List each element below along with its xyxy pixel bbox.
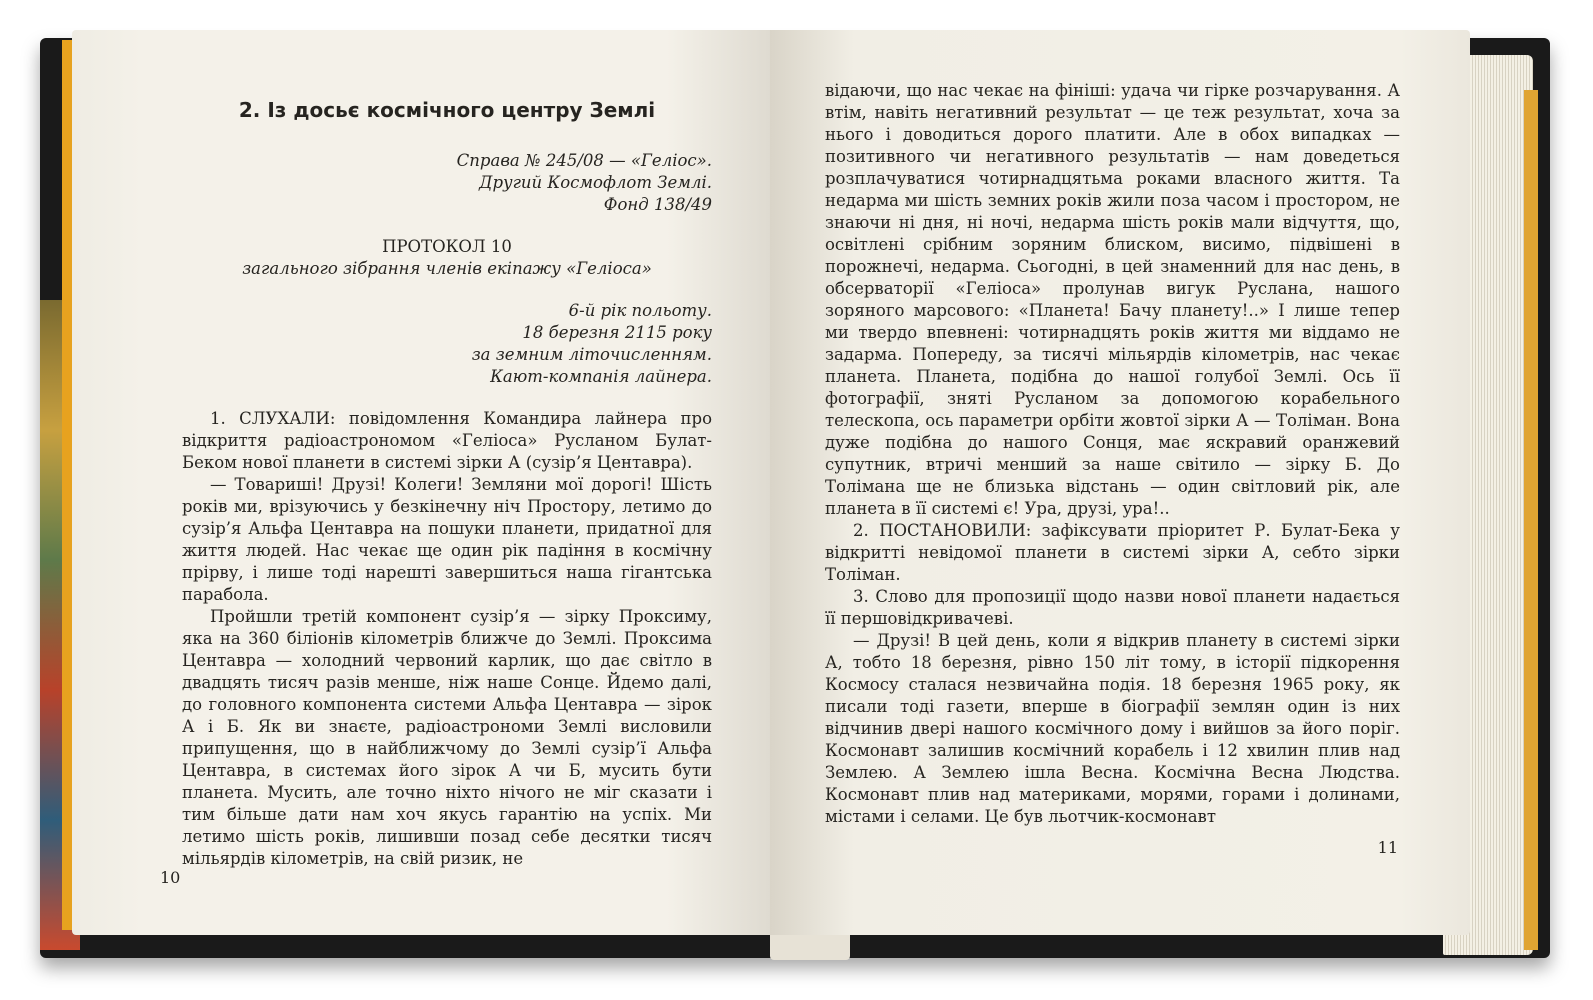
left-page-edge <box>62 40 72 930</box>
body-paragraph: Пройшли третій компонент сузір’я — зірку Проксиму, яка на 360 біліонів кілометрів ближче до Землі. Проксима Центавра — холодний червоний карлик, що дає світло в двадцять тисяч разів менше, ніж наше Сонце. Йдемо далі, до головного компонента системи Альфа Центавра — зірок А і Б. Як ви знаєте, радіоастрономи Землі висловили припущення, що в найближчому до Землі сузір’ї Альфа Центавра, в системах його зірок А чи Б, мусить бути планета. Мусить, але точно ніхто нічого не міг сказати і тим більше дати нам хоч якусь гарантію на успіх. Ми летимо шість років, лишивши позад себе десятки тисяч мільярдів кілометрів, на свій ризик, не <box>182 607 712 868</box>
protocol-subtitle: загального зібрання членів екіпажу «Геліоса» <box>242 259 652 278</box>
body-paragraph: — Друзі! В цей день, коли я відкрив планету в системі зірки А, тобто 18 березня, рівно 150 літ тому, в історії підкорення Космосу сталася незвичайна подія. 18 березня 1965 року, як писали тоді газети, вперше в біографії землян один із них відчинив двері нашого космічного дому і вийшов за його поріг. Космонавт залишив космічний корабель і 12 хвилин плив над Землею. А Землею ішла Весна. Космічна Весна Людства. Космонавт плив над материками, морями, горами і долинами, містами і селами. Це був льотчик-космонавт <box>825 631 1400 826</box>
meta-line: Кают-компанія лайнера. <box>490 367 712 386</box>
right-cover-edge <box>1524 90 1538 950</box>
body-paragraph: відаючи, що нас чекає на фініші: удача чи гірке розчарування. А втім, навіть негативний результат — це теж результат, хоча за нього і доводиться дорого платити. Але в обох випадках — позитивного чи негативного результатів — нам доведеться розплачуватися чотирнадцятьма роками власного життя. Та недарма ми шість земних років жили поза часом і простором, не знаючи ні дня, ні ночі, недарма шість років мали відчуття, що, освітлені срібним зоряним блиском, висимо, підвішені в порожнечі, недарма. Сьогодні, в цей знаменний для нас день, в обсерваторії «Геліоса» пролунав вигук Руслана, нашого зоряного марсового: «Планета! Бачу планету!..» І лише тепер ми твердо впевнені: чотирнадцять років життя ми віддамо не задарма. Попереду, за тисячі мільярдів кілометрів, нас чекає планета. Планета, подібна до нашої голубої Землі. Ось її фотографії, зняті Русланом за допомогою корабельного телескопа, ось параметри орбіти жовтої зірки А — Толіман. Вона дуже подібна до нашого Сонця, має яскравий оранжевий супутник, втричі менший за наше світило — зірку Б. До Толімана ще не близька відстань — один світловий рік, але планета в її системі є! Ура, друзі, ура!.. <box>825 81 1400 518</box>
meta-line: 6-й рік польоту. <box>568 301 712 320</box>
meta-line: за земним літочисленням. <box>471 345 712 364</box>
page-number: 10 <box>160 868 181 887</box>
left-page <box>72 30 772 935</box>
meta-line: 18 березня 2115 року <box>522 323 712 342</box>
body-paragraph: 1. СЛУХАЛИ: повідомлення Командира лайнера про відкриття радіоастрономом «Геліоса» Русланом Булат-Беком нової планети в системі зірки А (сузір’я Центавра). <box>182 409 712 472</box>
chapter-title: 2. Із досьє космічного центру Землі <box>238 98 656 122</box>
body-paragraph: 3. Слово для пропозиції щодо назви нової планети надається її першовідкривачеві. <box>825 587 1400 628</box>
right-page <box>770 30 1470 935</box>
case-line: Другий Космофлот Землі. <box>479 173 712 192</box>
body-paragraph: 2. ПОСТАНОВИЛИ: зафіксувати пріоритет Р. Булат-Бека у відкритті невідомої планети в системі зірки А, себто зірки Толіман. <box>825 521 1400 584</box>
page-number: 11 <box>1377 838 1398 857</box>
case-line: Справа № 245/08 — «Геліос». <box>456 151 712 170</box>
protocol-title: ПРОТОКОЛ 10 <box>382 237 512 256</box>
case-line: Фонд 138/49 <box>603 195 712 214</box>
body-paragraph: — Товариші! Друзі! Колеги! Земляни мої дорогі! Шість років ми, врізуючись у безкінечну ніч Простору, летимо до сузір’я Альфа Центавра на пошуки планети, придатної для життя людей. Нас чекає ще один рік падіння в космічну прірву, і лише тоді нарешті завершиться наша гігантська парабола. <box>182 475 712 604</box>
